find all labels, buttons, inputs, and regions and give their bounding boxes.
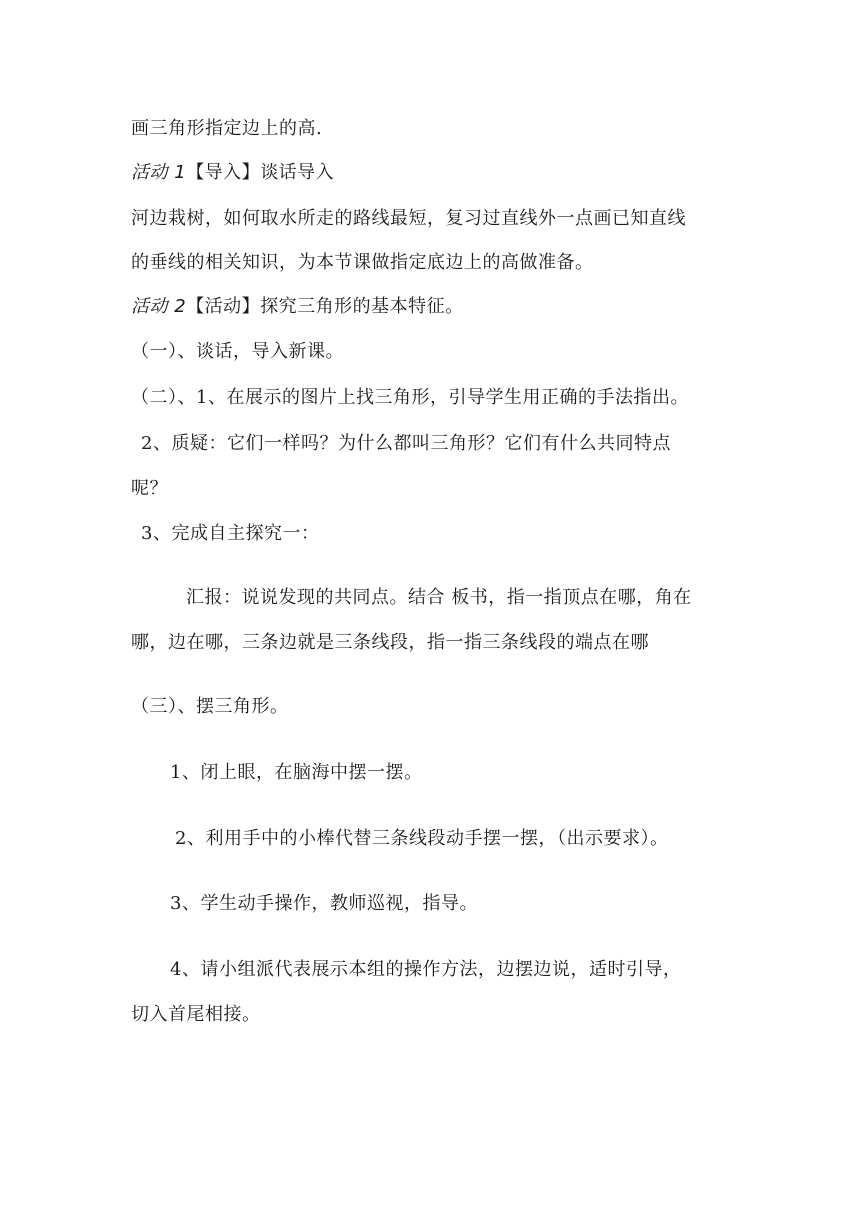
step-three-2: 2、利用手中的小棒代替三条线段动手摆一摆，（出示要求）。	[175, 828, 669, 849]
step-two-1: （二）、1、在展示的图片上找三角形，引导学生用正确的手法指出。	[131, 387, 689, 408]
report-line-2: 哪，边在哪，三条边就是三条线段，指一指三条线段的端点在哪	[131, 632, 649, 653]
step-three: （三）、摆三角形。	[131, 696, 289, 717]
activity-1-title: 谈话导入	[260, 162, 335, 183]
activity-1-prefix: 活动 1	[131, 162, 187, 183]
step-two-2-line-2: 呢？	[131, 478, 168, 499]
step-two-3: 3、完成自主探究一：	[141, 523, 320, 544]
step-three-3: 3、学生动手操作，教师巡视，指导。	[170, 893, 478, 914]
step-two-2-line-1: 2、质疑：它们一样吗？为什么都叫三角形？它们有什么共同特点	[141, 433, 671, 454]
activity-1-tag: 【导入】	[186, 162, 261, 183]
heading-line: 画三角形指定边上的高.	[131, 118, 323, 139]
activity-2-title: 探究三角形的基本特征。	[260, 296, 464, 317]
activity-2-prefix: 活动 2	[131, 296, 187, 317]
activity-1-heading	[131, 160, 334, 186]
step-one: （一）、谈话，导入新课。	[131, 341, 344, 362]
activity-2-tag: 【活动】	[186, 296, 261, 317]
step-three-1: 1、闭上眼，在脑海中摆一摆。	[170, 762, 423, 783]
activity-2-heading	[131, 294, 464, 320]
report-line-1: 汇报：说说发现的共同点。结合 板书，指一指顶点在哪，角在	[186, 587, 692, 608]
paragraph-1-line-2: 的垂线的相关知识，为本节课做指定底边上的高做准备。	[131, 252, 594, 273]
step-three-4-line-1: 4、请小组派代表展示本组的操作方法，边摆边说，适时引导，	[170, 959, 682, 980]
paragraph-1-line-1: 河边栽树，如何取水所走的路线最短，复习过直线外一点画已知直线	[131, 208, 686, 229]
step-three-4-line-2: 切入首尾相接。	[131, 1004, 261, 1025]
